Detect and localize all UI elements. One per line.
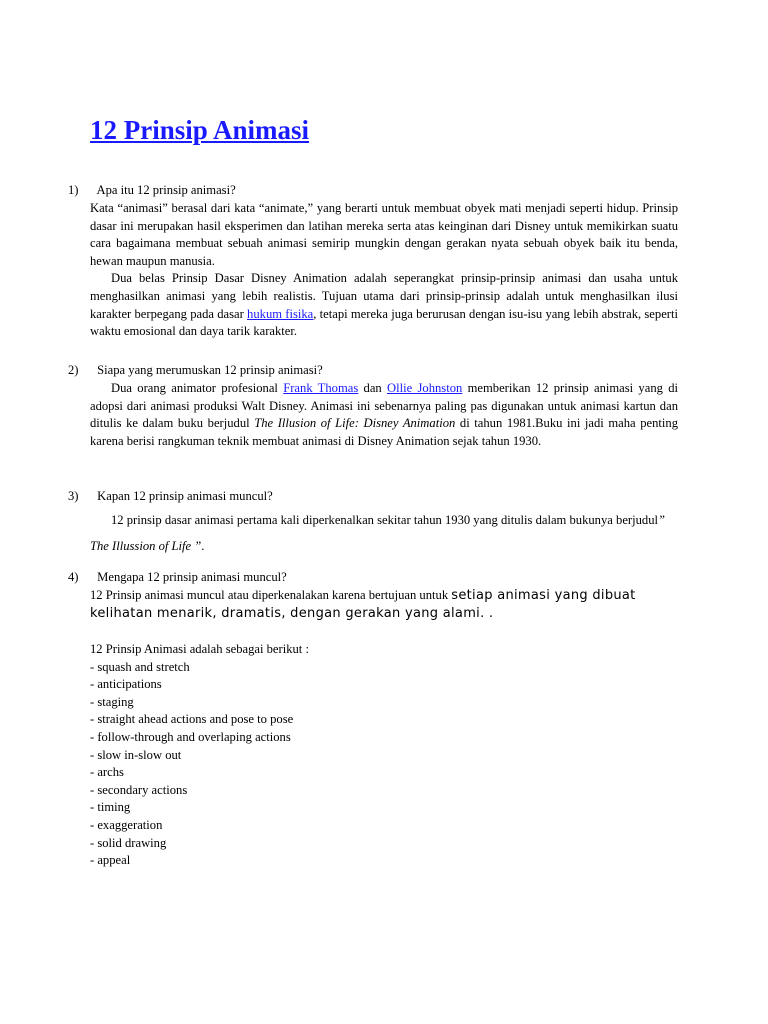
question-number: 3) bbox=[68, 489, 79, 503]
list-item: - straight ahead actions and pose to pose bbox=[90, 712, 294, 727]
principles-list-section bbox=[90, 641, 678, 870]
question-2-heading bbox=[68, 362, 323, 380]
answer-text: Dua orang animator profesional bbox=[111, 381, 278, 395]
list-item: - squash and stretch bbox=[90, 659, 190, 674]
list-item: - exaggeration bbox=[90, 817, 163, 832]
frank-thomas-link[interactable]: Frank Thomas bbox=[283, 381, 359, 395]
question-text: Apa itu 12 prinsip animasi? bbox=[96, 183, 236, 197]
question-text: Siapa yang merumuskan 12 prinsip animasi? bbox=[97, 363, 323, 377]
list-item: - slow in-slow out bbox=[90, 747, 182, 762]
answer-text: Dua belas Prinsip Dasar Disney Animation adalah seperangkat prinsip-prinsip animasi dan usaha untuk menghasilkan animasi yang lebih realistis. Tujuan utama dari prinsip-prinsip adalah untuk menghasilkan ilusi karakter berpegang pada dasar bbox=[90, 271, 678, 321]
page-title: 12 Prinsip Animasi bbox=[90, 115, 310, 145]
answer-1-paragraph-2 bbox=[90, 270, 678, 340]
question-4-heading bbox=[68, 569, 287, 587]
list-item: - timing bbox=[90, 800, 131, 815]
answer-text: dan bbox=[363, 381, 382, 395]
question-1-heading bbox=[68, 182, 236, 200]
principles-list-intro: 12 Prinsip Animasi adalah sebagai berikut : bbox=[90, 642, 309, 656]
list-item: - secondary actions bbox=[90, 782, 188, 797]
question-number: 2) bbox=[68, 363, 79, 377]
answer-text: . bbox=[201, 539, 205, 553]
answer-text: 12 prinsip dasar animasi pertama kali diperkenalkan sekitar tahun 1930 yang ditulis dalam bukunya berjudul bbox=[111, 513, 658, 527]
ollie-johnston-link[interactable]: Ollie Johnston bbox=[387, 381, 463, 395]
list-item: - follow-through and overlaping actions bbox=[90, 729, 291, 744]
list-item: - solid drawing bbox=[90, 835, 167, 850]
list-item: - appeal bbox=[90, 853, 131, 868]
list-item: - staging bbox=[90, 694, 134, 709]
answer-text: 12 Prinsip animasi muncul atau diperkenalakan karena bertujuan untuk bbox=[90, 588, 449, 602]
answer-text-sans: setiap animasi yang dibuat kelihatan menarik, dramatis, dengan gerakan yang alami. . bbox=[90, 588, 636, 621]
question-3-heading bbox=[68, 488, 273, 506]
question-text: Kapan 12 prinsip animasi muncul? bbox=[97, 489, 273, 503]
answer-1 bbox=[90, 200, 678, 341]
list-item: - archs bbox=[90, 765, 124, 780]
hukum-fisika-link[interactable]: hukum fisika bbox=[247, 306, 314, 321]
answer-text: memberikan 12 prinsip animasi yang di adopsi dari animasi produksi Walt Disney. Animasi ini sebenarnya paling pas digunakan untuk animasi kartun dan ditulis ke dalam buku berjudul bbox=[90, 381, 678, 431]
book-title: ” The Illussion of Life ” bbox=[90, 513, 666, 553]
answer-3 bbox=[90, 507, 665, 559]
principles-list bbox=[90, 659, 678, 870]
list-item: - anticipations bbox=[90, 677, 162, 692]
question-number: 1) bbox=[68, 183, 79, 197]
answer-2 bbox=[90, 380, 678, 450]
book-title: The Illusion of Life: Disney Animation bbox=[254, 416, 456, 431]
question-text: Mengapa 12 prinsip animasi muncul? bbox=[97, 570, 287, 584]
answer-text: , tetapi mereka juga berurusan dengan isu-isu yang lebih abstrak, seperti waktu emosional dan daya tarik karakter. bbox=[90, 306, 678, 339]
answer-4 bbox=[90, 587, 680, 622]
answer-text: di tahun 1981.Buku ini jadi maha penting karena berisi rangkuman teknik membuat animasi di Disney Animation sejak tahun 1930. bbox=[90, 416, 678, 448]
question-number: 4) bbox=[68, 570, 79, 584]
answer-1-paragraph-1: Kata “animasi” berasal dari kata “animate,” yang berarti untuk membuat obyek mati menjadi seperti hidup. Prinsip dasar ini merupakan hasil eksperimen dan latihan mereka serta atas keinginan dari Disney untuk memikirkan suatu cara bagaimana membuat sebuah animasi semirip mungkin dengan gerakan nyata sebuah obyek baik itu benda, hewan maupun manusia. bbox=[90, 201, 678, 268]
